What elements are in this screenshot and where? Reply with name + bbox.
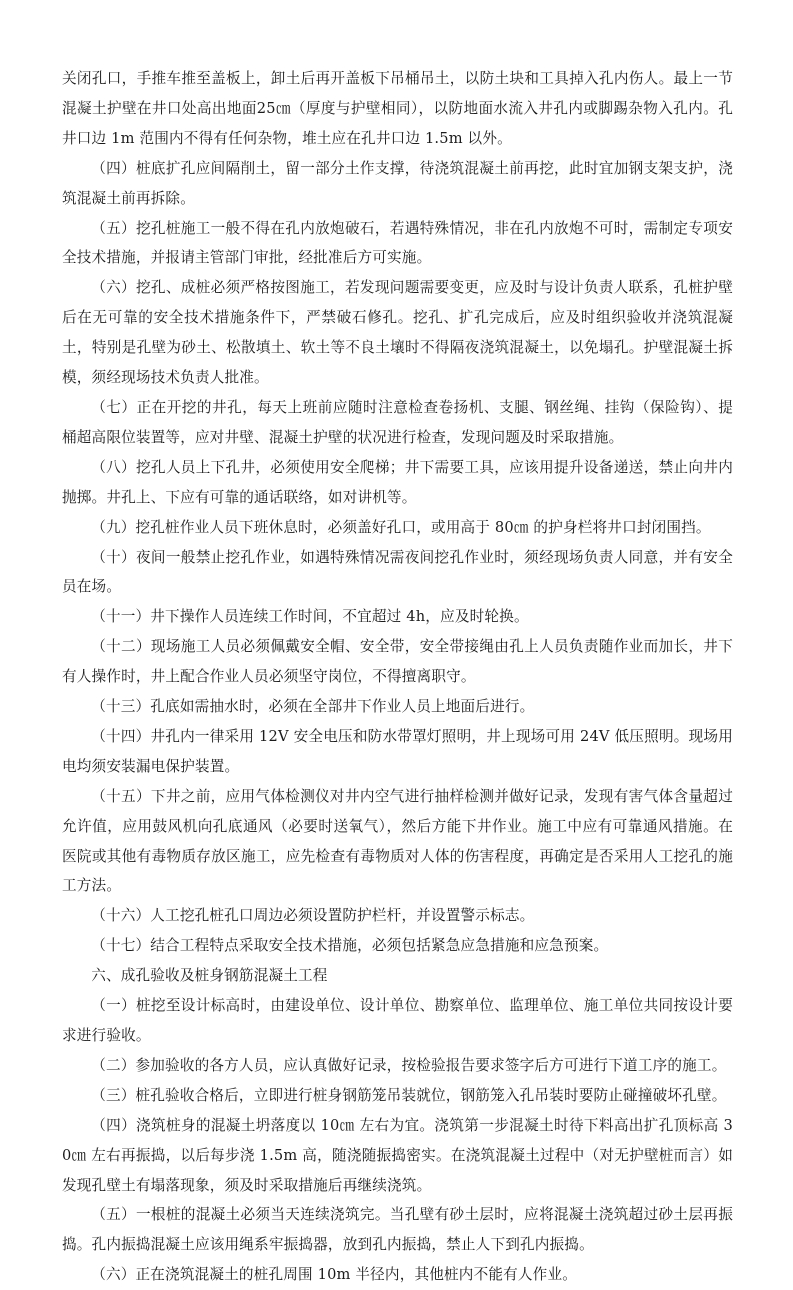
paragraph-section6-item-05: （五）一根桩的混凝土必须当天连续浇筑完。当孔壁有砂土层时，应将混凝土浇筑超过砂土层再振捣。孔内振捣混凝土应该用绳系牢振捣器，放到孔内振捣，禁止人下到孔内振捣。 <box>62 1206 733 1254</box>
paragraph-section6-item-02: （二）参加验收的各方人员，应认真做好记录，按检验报告要求签字后方可进行下道工序的施工。 <box>91 1056 727 1074</box>
paragraph-item-12: （十二）现场施工人员必须佩戴安全帽、安全带，安全带接绳由孔上人员负责随作业而加长，井下有人操作时，井上配合作业人员必须坚守岗位，不得擅离职守。 <box>62 638 733 686</box>
paragraph-section6-item-04: （四）浇筑桩身的混凝土坍落度以 10㎝ 左右为宜。浇筑第一步混凝土时待下料高出扩孔顶标高 30㎝ 左右再振捣，以后每步浇 1.5m 高，随浇随振捣密实。在浇筑混凝土过程中（对无护壁桩而言）如发现孔壁土有塌落现象，须及时采取措施后再继续浇筑。 <box>62 1116 733 1194</box>
section-heading-six: 六、成孔验收及桩身钢筋混凝土工程 <box>91 967 328 985</box>
paragraph-item-11: （十一）井下操作人员连续工作时间，不宜超过 4h，应及时轮换。 <box>91 608 529 626</box>
paragraph-continued-top: 关闭孔口，手推车推至盖板上，卸土后再开盖板下吊桶吊土，以防土块和工具掉入孔内伤人。最上一节混凝土护壁在井口处高出地面25㎝（厚度与护壁相同），以防地面水流入井孔内或脚踢杂物入孔内。孔井口边 1m 范围内不得有任何杂物，堆土应在孔井口边 1.5m 以外。 <box>62 70 733 147</box>
paragraph-item-10: （十）夜间一般禁止挖孔作业，如遇特殊情况需夜间挖孔作业时，须经现场负责人同意，并有安全员在场。 <box>62 548 733 596</box>
paragraph-item-04: （四）桩底扩孔应间隔削土，留一部分土作支撑，待浇筑混凝土前再挖，此时宜加钢支架支护，浇筑混凝土前再拆除。 <box>62 159 733 207</box>
paragraph-section6-item-06: （六）正在浇筑混凝土的桩孔周围 10m 半径内，其他桩内不能有人作业。 <box>91 1266 577 1284</box>
paragraph-item-17: （十七）结合工程特点采取安全技术措施，必须包括紧急应急措施和应急预案。 <box>91 937 609 955</box>
paragraph-item-16: （十六）人工挖孔桩孔口周边必须设置防护栏杆，并设置警示标志。 <box>91 907 535 925</box>
paragraph-item-07: （七）正在开挖的井孔，每天上班前应随时注意检查卷扬机、支腿、钢丝绳、挂钩（保险钩）、提桶超高限位装置等，应对井壁、混凝土护壁的状况进行检查，发现问题及时采取措施。 <box>62 398 733 446</box>
paragraph-section6-item-01: （一）桩挖至设计标高时，由建设单位、设计单位、勘察单位、监理单位、施工单位共同按设计要求进行验收。 <box>62 997 733 1044</box>
paragraph-item-15: （十五）下井之前，应用气体检测仪对井内空气进行抽样检测并做好记录，发现有害气体含量超过允许值，应用鼓风机向孔底通风（必要时送氧气），然后方能下井作业。施工中应有可靠通风措施。在医院或其他有毒物质存放区施工，应先检查有毒物质对人体的伤害程度，再确定是否采用人工挖孔的施工方法。 <box>62 787 733 895</box>
paragraph-item-13: （十三）孔底如需抽水时，必须在全部井下作业人员上地面后进行。 <box>91 698 535 716</box>
paragraph-item-06: （六）挖孔、成桩必须严格按图施工，若发现问题需要变更，应及时与设计负责人联系，孔桩护壁后在无可靠的安全技术措施条件下，严禁破石修孔。挖孔、扩孔完成后，应及时组织验收并浇筑混凝土，特别是孔壁为砂土、松散填土、软土等不良土壤时不得隔夜浇筑混凝土，以免塌孔。护壁混凝土拆模，须经现场技术负责人批准。 <box>62 279 733 387</box>
paragraph-item-14: （十四）井孔内一律采用 12V 安全电压和防水带罩灯照明，井上现场可用 24V 低压照明。现场用电均须安装漏电保护装置。 <box>62 727 733 775</box>
paragraph-item-08: （八）挖孔人员上下孔井，必须使用安全爬梯；井下需要工具，应该用提升设备递送，禁止向井内抛掷。井孔上、下应有可靠的通话联络，如对讲机等。 <box>62 458 733 506</box>
paragraph-item-09: （九）挖孔桩作业人员下班休息时，必须盖好孔口，或用高于 80㎝ 的护身栏将井口封闭围挡。 <box>91 518 711 536</box>
document-body <box>62 64 733 1290</box>
paragraph-section6-item-03: （三）桩孔验收合格后，立即进行桩身钢筋笼吊装就位，钢筋笼入孔吊装时要防止碰撞破坏孔壁。 <box>91 1086 727 1104</box>
paragraph-item-05: （五）挖孔桩施工一般不得在孔内放炮破石，若遇特殊情况，非在孔内放炮不可时，需制定专项安全技术措施，并报请主管部门审批，经批准后方可实施。 <box>62 219 733 267</box>
